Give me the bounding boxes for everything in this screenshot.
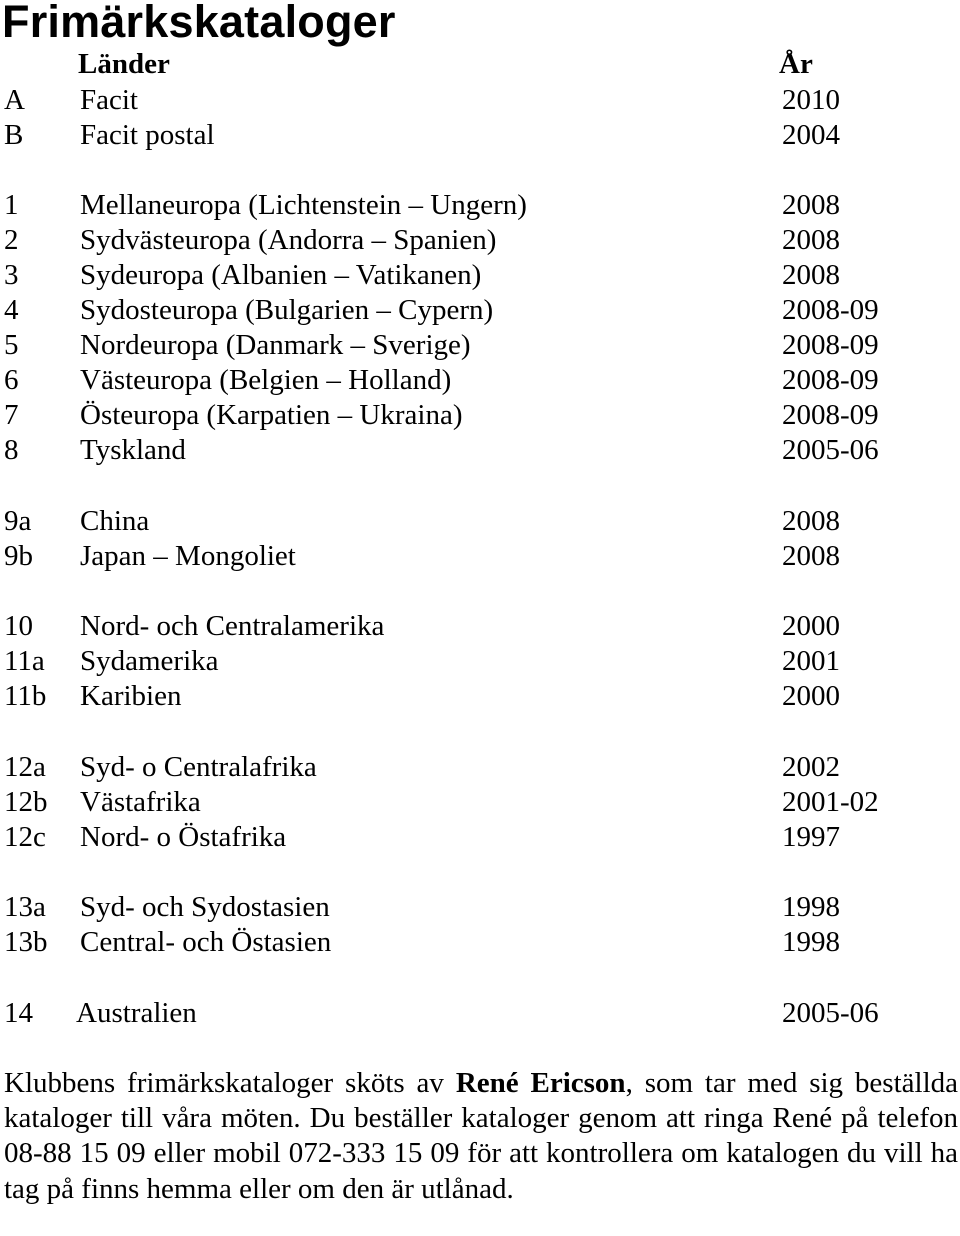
catalog-name: Nord- o Östafrika [80, 821, 287, 853]
catalog-year: 2000 [782, 680, 840, 712]
countries-column-header: Länder [78, 48, 170, 80]
catalog-row [0, 785, 960, 820]
catalog-code: 12c [4, 821, 46, 853]
catalog-name: Mellaneuropa (Lichtenstein – Ungern) [80, 189, 527, 221]
catalog-name: Nordeuropa (Danmark – Sverige) [80, 329, 471, 361]
catalog-name: Sydamerika [80, 645, 219, 677]
catalog-code: 13b [4, 926, 48, 958]
catalog-code: 8 [4, 434, 19, 466]
catalog-year: 2008-09 [782, 329, 879, 361]
catalog-name: China [80, 505, 150, 537]
catalog-code: 13a [4, 891, 46, 923]
catalog-year: 2005-06 [782, 997, 879, 1029]
catalog-row [0, 644, 960, 679]
catalog-name: Karibien [80, 680, 182, 712]
catalog-row [0, 293, 960, 328]
catalog-code: 11a [4, 645, 45, 677]
catalog-row [0, 328, 960, 363]
catalog-code: 12b [4, 786, 48, 818]
catalog-row [0, 188, 960, 223]
catalog-year: 2000 [782, 610, 840, 642]
catalog-code: 7 [4, 399, 19, 431]
catalog-name: Syd- och Sydostasien [80, 891, 330, 923]
catalog-code: 12a [4, 751, 46, 783]
catalog-year: 1997 [782, 821, 840, 853]
catalog-code: B [4, 119, 24, 151]
catalog-row [0, 83, 960, 118]
catalog-code: 5 [4, 329, 19, 361]
catalog-row [0, 363, 960, 398]
catalog-year: 1998 [782, 926, 840, 958]
catalog-row [0, 433, 960, 468]
catalog-row [0, 258, 960, 293]
catalog-name: Syd- o Centralafrika [80, 751, 317, 783]
catalog-name: Västafrika [80, 786, 201, 818]
catalog-name: Västeuropa (Belgien – Holland) [80, 364, 452, 396]
year-column-header: År [779, 48, 813, 80]
catalog-year: 1998 [782, 891, 840, 923]
catalog-year: 2008 [782, 540, 840, 572]
catalog-name: Nord- och Centralamerika [80, 610, 385, 642]
catalog-code: 9a [4, 505, 32, 537]
catalog-row [0, 539, 960, 574]
catalog-year: 2001-02 [782, 786, 879, 818]
catalog-row [0, 679, 960, 714]
catalog-name: Sydvästeuropa (Andorra – Spanien) [80, 224, 497, 256]
note-body: , som tar med sig beställda kataloger till våra möten. Du beställer kataloger genom att ringa René på telefon 08-88 15 09 eller mobil 072-333 15 09 för att kontrollera om katalogen du vill ha tag på finns hemma eller om den är utlånad. [4, 1067, 958, 1205]
catalog-row [0, 925, 960, 960]
catalog-year: 2008 [782, 224, 840, 256]
catalog-code: 2 [4, 224, 19, 256]
catalog-name: Östeuropa (Karpatien – Ukraina) [80, 399, 463, 431]
note-intro: Klubbens frimärkskataloger sköts av [4, 1067, 456, 1099]
catalog-code: 10 [4, 610, 33, 642]
catalog-year: 2008 [782, 189, 840, 221]
catalog-code: 14 [4, 997, 33, 1029]
catalog-row [0, 890, 960, 925]
catalog-code: 3 [4, 259, 19, 291]
catalog-code: 4 [4, 294, 19, 326]
catalog-name: Japan – Mongoliet [80, 540, 296, 572]
catalog-year: 2008-09 [782, 399, 879, 431]
catalog-row [0, 118, 960, 153]
catalog-name: Sydosteuropa (Bulgarien – Cypern) [80, 294, 494, 326]
catalog-name: Central- och Östasien [80, 926, 332, 958]
catalog-row [0, 996, 960, 1031]
catalog-header-row [0, 47, 960, 82]
catalog-year: 2010 [782, 84, 840, 116]
catalog-row [0, 398, 960, 433]
catalog-code: A [4, 84, 25, 116]
catalog-name: Sydeuropa (Albanien – Vatikanen) [80, 259, 482, 291]
catalog-year: 2008 [782, 505, 840, 537]
catalog-info-paragraph [4, 1066, 958, 1207]
catalog-year: 2005-06 [782, 434, 879, 466]
catalog-row [0, 223, 960, 258]
catalog-year: 2002 [782, 751, 840, 783]
catalog-code: 11b [4, 680, 47, 712]
catalog-name: Australien [76, 997, 197, 1029]
catalog-year: 2001 [782, 645, 840, 677]
page-title: Frimärkskataloger [2, 0, 396, 47]
catalog-row [0, 820, 960, 855]
contact-name: René Ericson [455, 1067, 626, 1099]
catalog-name: Tyskland [80, 434, 186, 466]
catalog-year: 2008-09 [782, 294, 879, 326]
catalog-row [0, 609, 960, 644]
catalog-row [0, 750, 960, 785]
catalog-year: 2008-09 [782, 364, 879, 396]
catalog-name: Facit [80, 84, 138, 116]
catalog-name: Facit postal [80, 119, 215, 151]
catalog-code: 9b [4, 540, 33, 572]
catalog-year: 2008 [782, 259, 840, 291]
catalog-row [0, 504, 960, 539]
catalog-code: 6 [4, 364, 19, 396]
catalog-year: 2004 [782, 119, 840, 151]
catalog-code: 1 [4, 189, 19, 221]
